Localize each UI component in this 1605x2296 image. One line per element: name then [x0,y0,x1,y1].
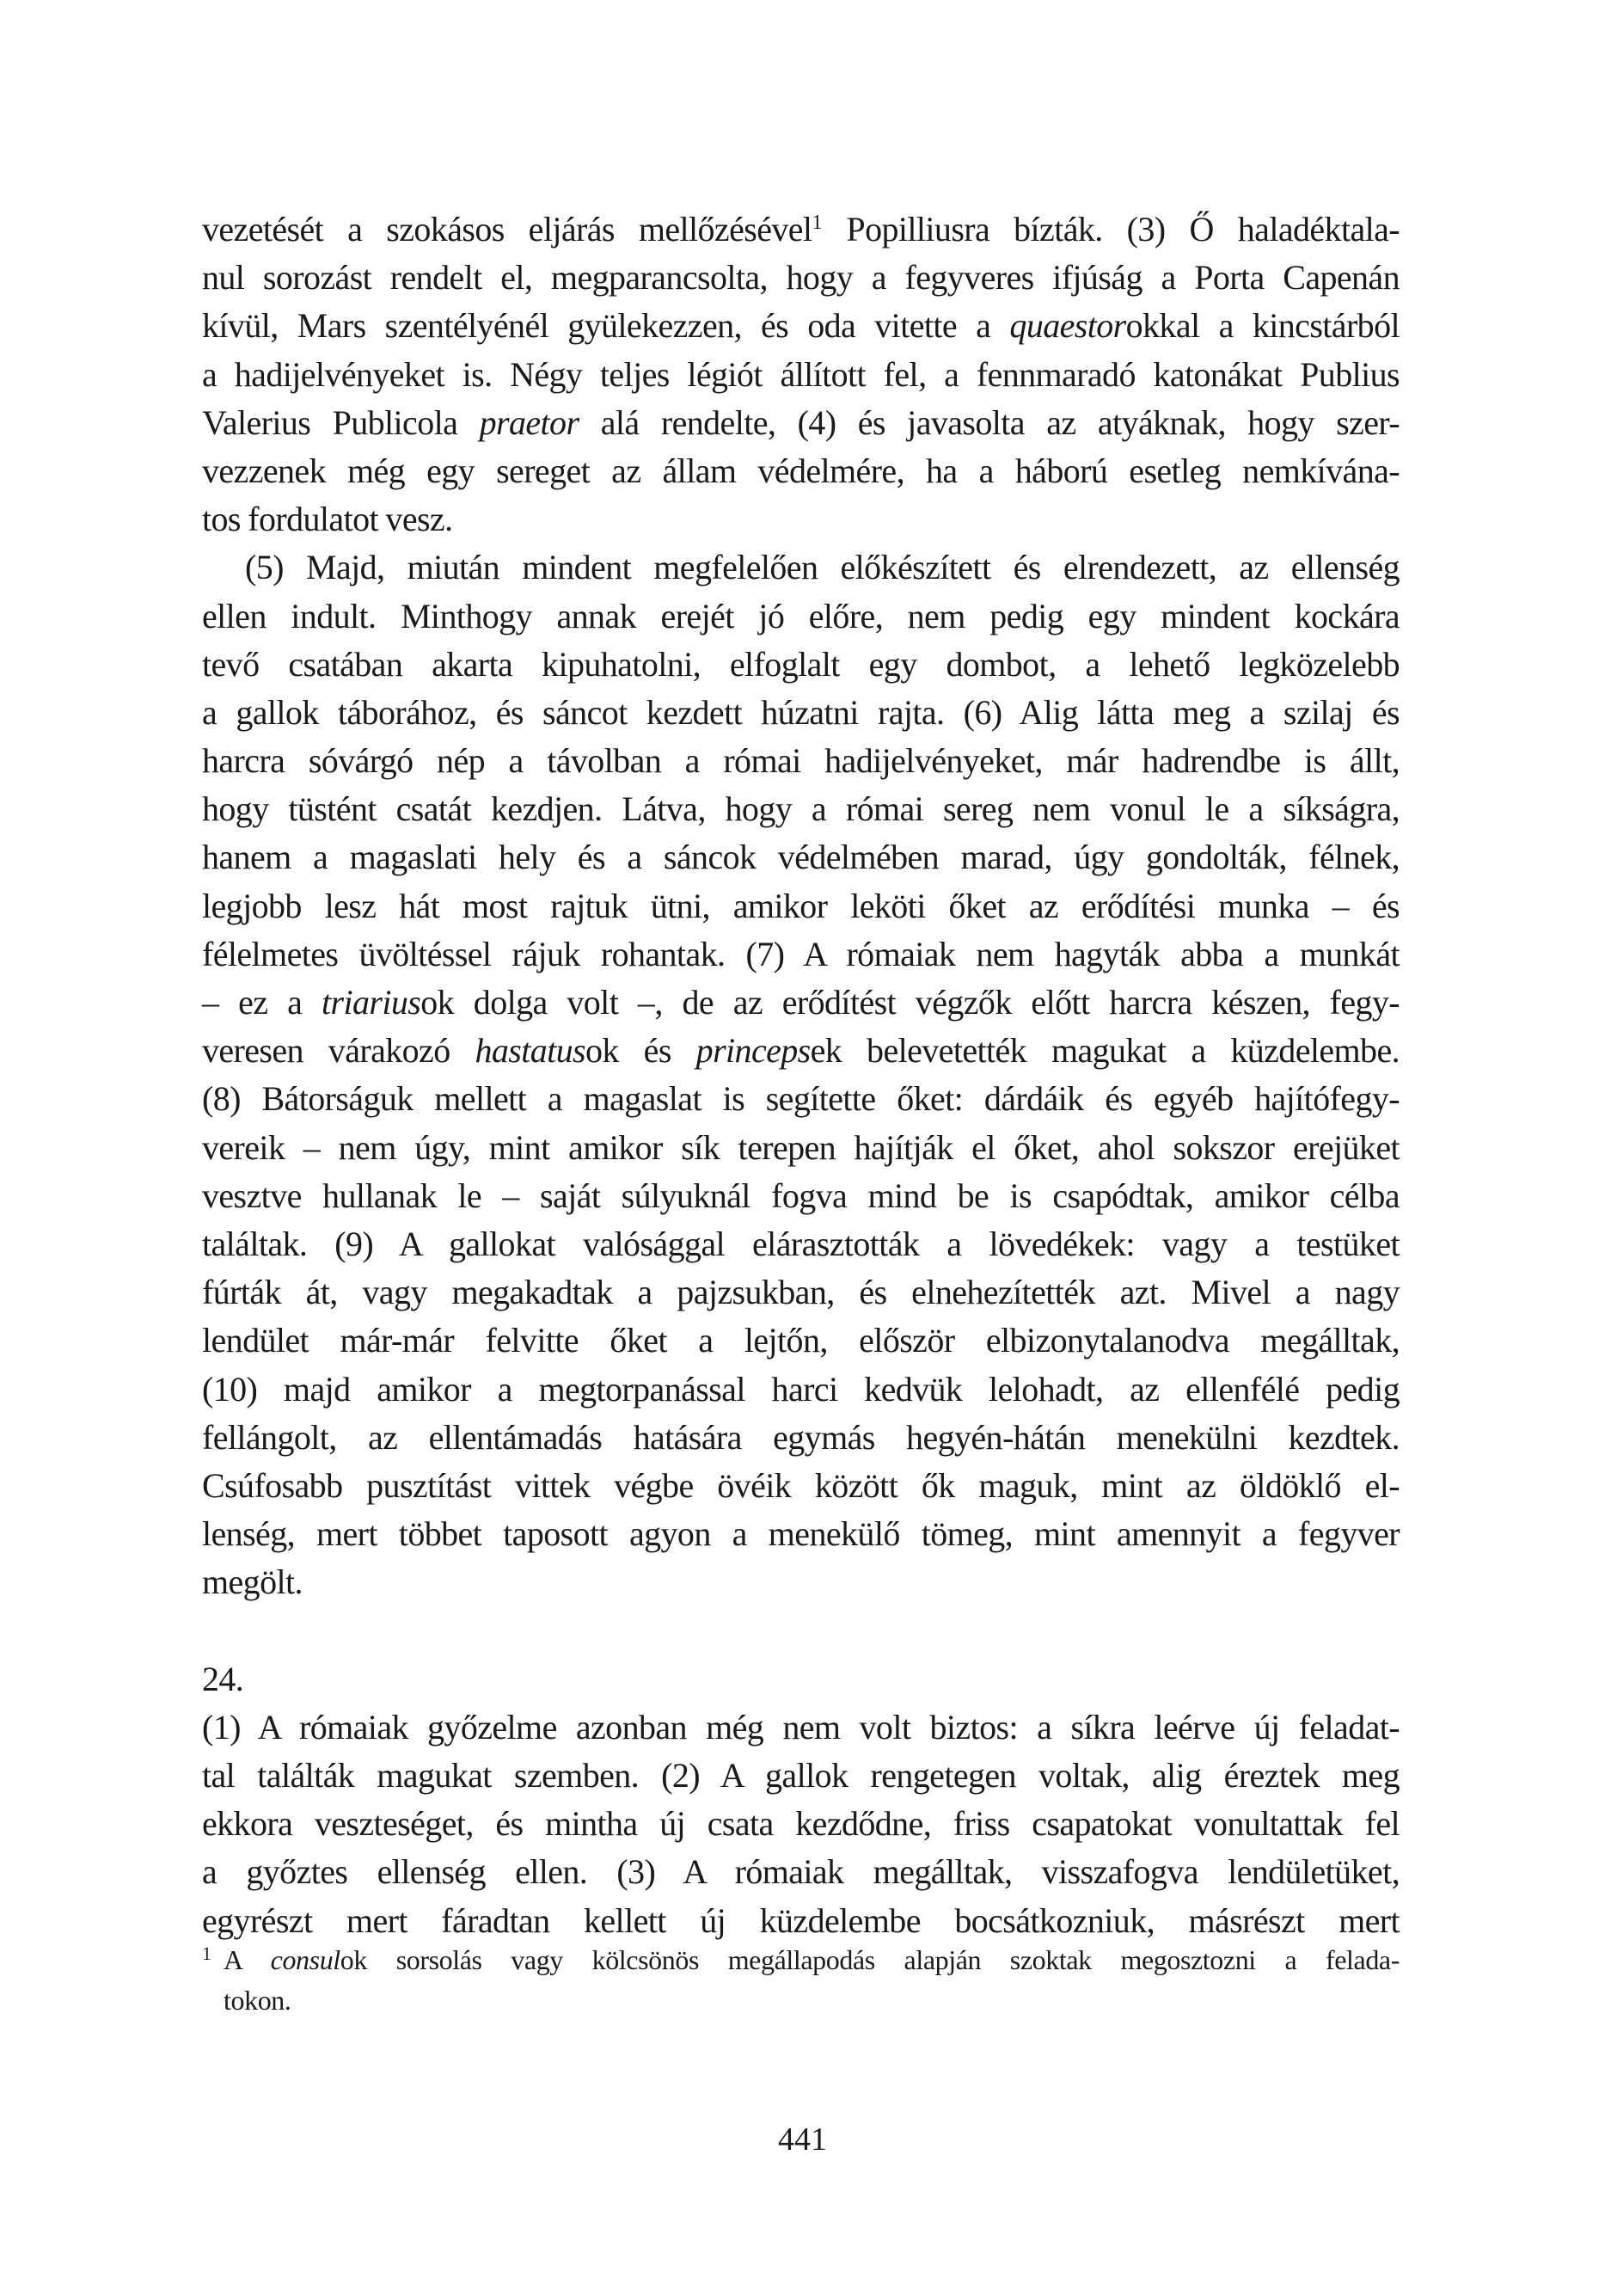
italic-term: triarius [322,983,421,1022]
text-line: lenség, mert többet taposott agyon a menekülő tömeg, mint amennyit a fegyver [202,1514,1400,1554]
footnotes [202,1940,1400,2021]
text-line: kívül, Mars szentélyénél gyülekezzen, és oda vitette a quaestorokkal a kincstárból [202,306,1400,346]
main-text [202,206,1400,1945]
text-line: veresen várakozó hastatusok és princepsek belevetették magukat a küzdelembe. [202,1031,1400,1071]
footnote-1 [202,1940,1400,2021]
footnote-line: tokon. [224,1985,291,2016]
paragraph-2 [202,543,1400,1606]
text-line: (10) majd amikor a megtorpanással harci kedvük lelohadt, az ellenfélé pedig [202,1369,1400,1409]
footnote-reference[interactable]: 1 [812,212,823,234]
italic-term: praetor [479,402,579,442]
chapter-number: 24. [202,1659,244,1698]
italic-term: consul [270,1944,340,1975]
footnote-line: 1 A consulok sorsolás vagy kölcsönös megállapodás alapján szoktak megosztozni a felada- [202,1940,1400,1980]
text-line: tal találták magukat szemben. (2) A gallok rengetegen voltak, alig éreztek meg [202,1756,1400,1795]
paragraph-1 [202,206,1400,543]
text-line: a győztes ellenség ellen. (3) A rómaiak megálltak, visszafogva lendületüket, [202,1852,1400,1892]
italic-term: quaestor [1009,306,1126,346]
text-line: a hadijelvényeket is. Négy teljes légiót állított fel, a fennmaradó katonákat Publius [202,354,1400,394]
text-line: – ez a triariusok dolga volt –, de az erődítést végzők előtt harcra készen, fegy- [202,983,1400,1022]
text-line: legjobb lesz hát most rajtuk ütni, amikor leköti őket az erődítési munka – és [202,886,1400,925]
text-line: fúrták át, vagy megakadtak a pajzsukban, és elnehezítették azt. Mivel a nagy [202,1273,1400,1312]
footnote-mark: 1 [202,1943,211,1964]
text-line: lendület már-már felvitte őket a lejtőn, először elbizonytalanodva megálltak, [202,1321,1400,1360]
text-line: a gallok táborához, és sáncot kezdett húzatni rajta. (6) Alig látta meg a szilaj és [202,692,1400,732]
text-line: találtak. (9) A gallokat valósággal elárasztották a lövedékek: vagy a testüket [202,1224,1400,1263]
text-line: megölt. [202,1562,303,1602]
text-line: nul sorozást rendelt el, megparancsolta, hogy a fegyveres ifjúság a Porta Capenán [202,258,1400,298]
text-line: Valerius Publicola praetor alá rendelte, (4) és javasolta az atyáknak, hogy szer- [202,402,1400,442]
text-line: harcra sóvárgó nép a távolban a római hadijelvényeket, már hadrendbe is állt, [202,741,1400,781]
text-line: hogy tüstént csatát kezdjen. Látva, hogy a római sereg nem vonul le a síkságra, [202,789,1400,829]
paragraph-3 [202,1704,1400,1945]
text-line: ekkora veszteséget, és mintha új csata kezdődne, friss csapatokat vonultattak fel [202,1804,1400,1844]
text-line: vezetését a szokásos eljárás mellőzésével$^1$ Popilliusra bízták. (3) Ő haladéktala- [202,210,1400,249]
text-line: vesztve hullanak le – saját súlyuknál fogva mind be is csapódtak, amikor célba [202,1176,1400,1215]
paragraph-spacer [202,1606,1400,1654]
text-line: tos fordulatot vesz. [202,500,453,539]
text-line: (8) Bátorságuk mellett a magaslat is segítette őket: dárdáik és egyéb hajítófegy- [202,1079,1400,1119]
page-number: 441 [778,2121,827,2158]
text-line: vereik – nem úgy, mint amikor sík terepen hajítják el őket, ahol sokszor erejüket [202,1127,1400,1167]
italic-term: princeps [695,1031,811,1071]
text-line: tevő csatában akarta kipuhatolni, elfoglalt egy dombot, a lehető legközelebb [202,644,1400,684]
text-line: vezzenek még egy sereget az állam védelmére, ha a háború esetleg nemkívána- [202,451,1400,490]
text-line: félelmetes üvöltéssel rájuk rohantak. (7) A rómaiak nem hagyták abba a munkát [202,934,1400,973]
text-line: (1) A rómaiak győzelme azonban még nem volt biztos: a síkra leérve új feladat- [202,1707,1400,1747]
text-line: ellen indult. Minthogy annak erejét jó előre, nem pedig egy mindent kockára [202,596,1400,635]
text-line: hanem a magaslati hely és a sáncok védelmében marad, úgy gondolták, félnek, [202,838,1400,877]
text-line: fellángolt, az ellentámadás hatására egymás hegyén-hátán menekülni kezdtek. [202,1417,1400,1457]
text-line: Csúfosabb pusztítást vittek végbe övéik között ők maguk, mint az öldöklő el- [202,1465,1400,1505]
text-line: (5) Majd, miután mindent megfelelően előkészített és elrendezett, az ellenség [245,548,1400,587]
italic-term: hastatus [475,1031,586,1071]
text-line: egyrészt mert fáradtan kellett új küzdelembe bocsátkozniuk, másrészt mert [202,1900,1400,1940]
